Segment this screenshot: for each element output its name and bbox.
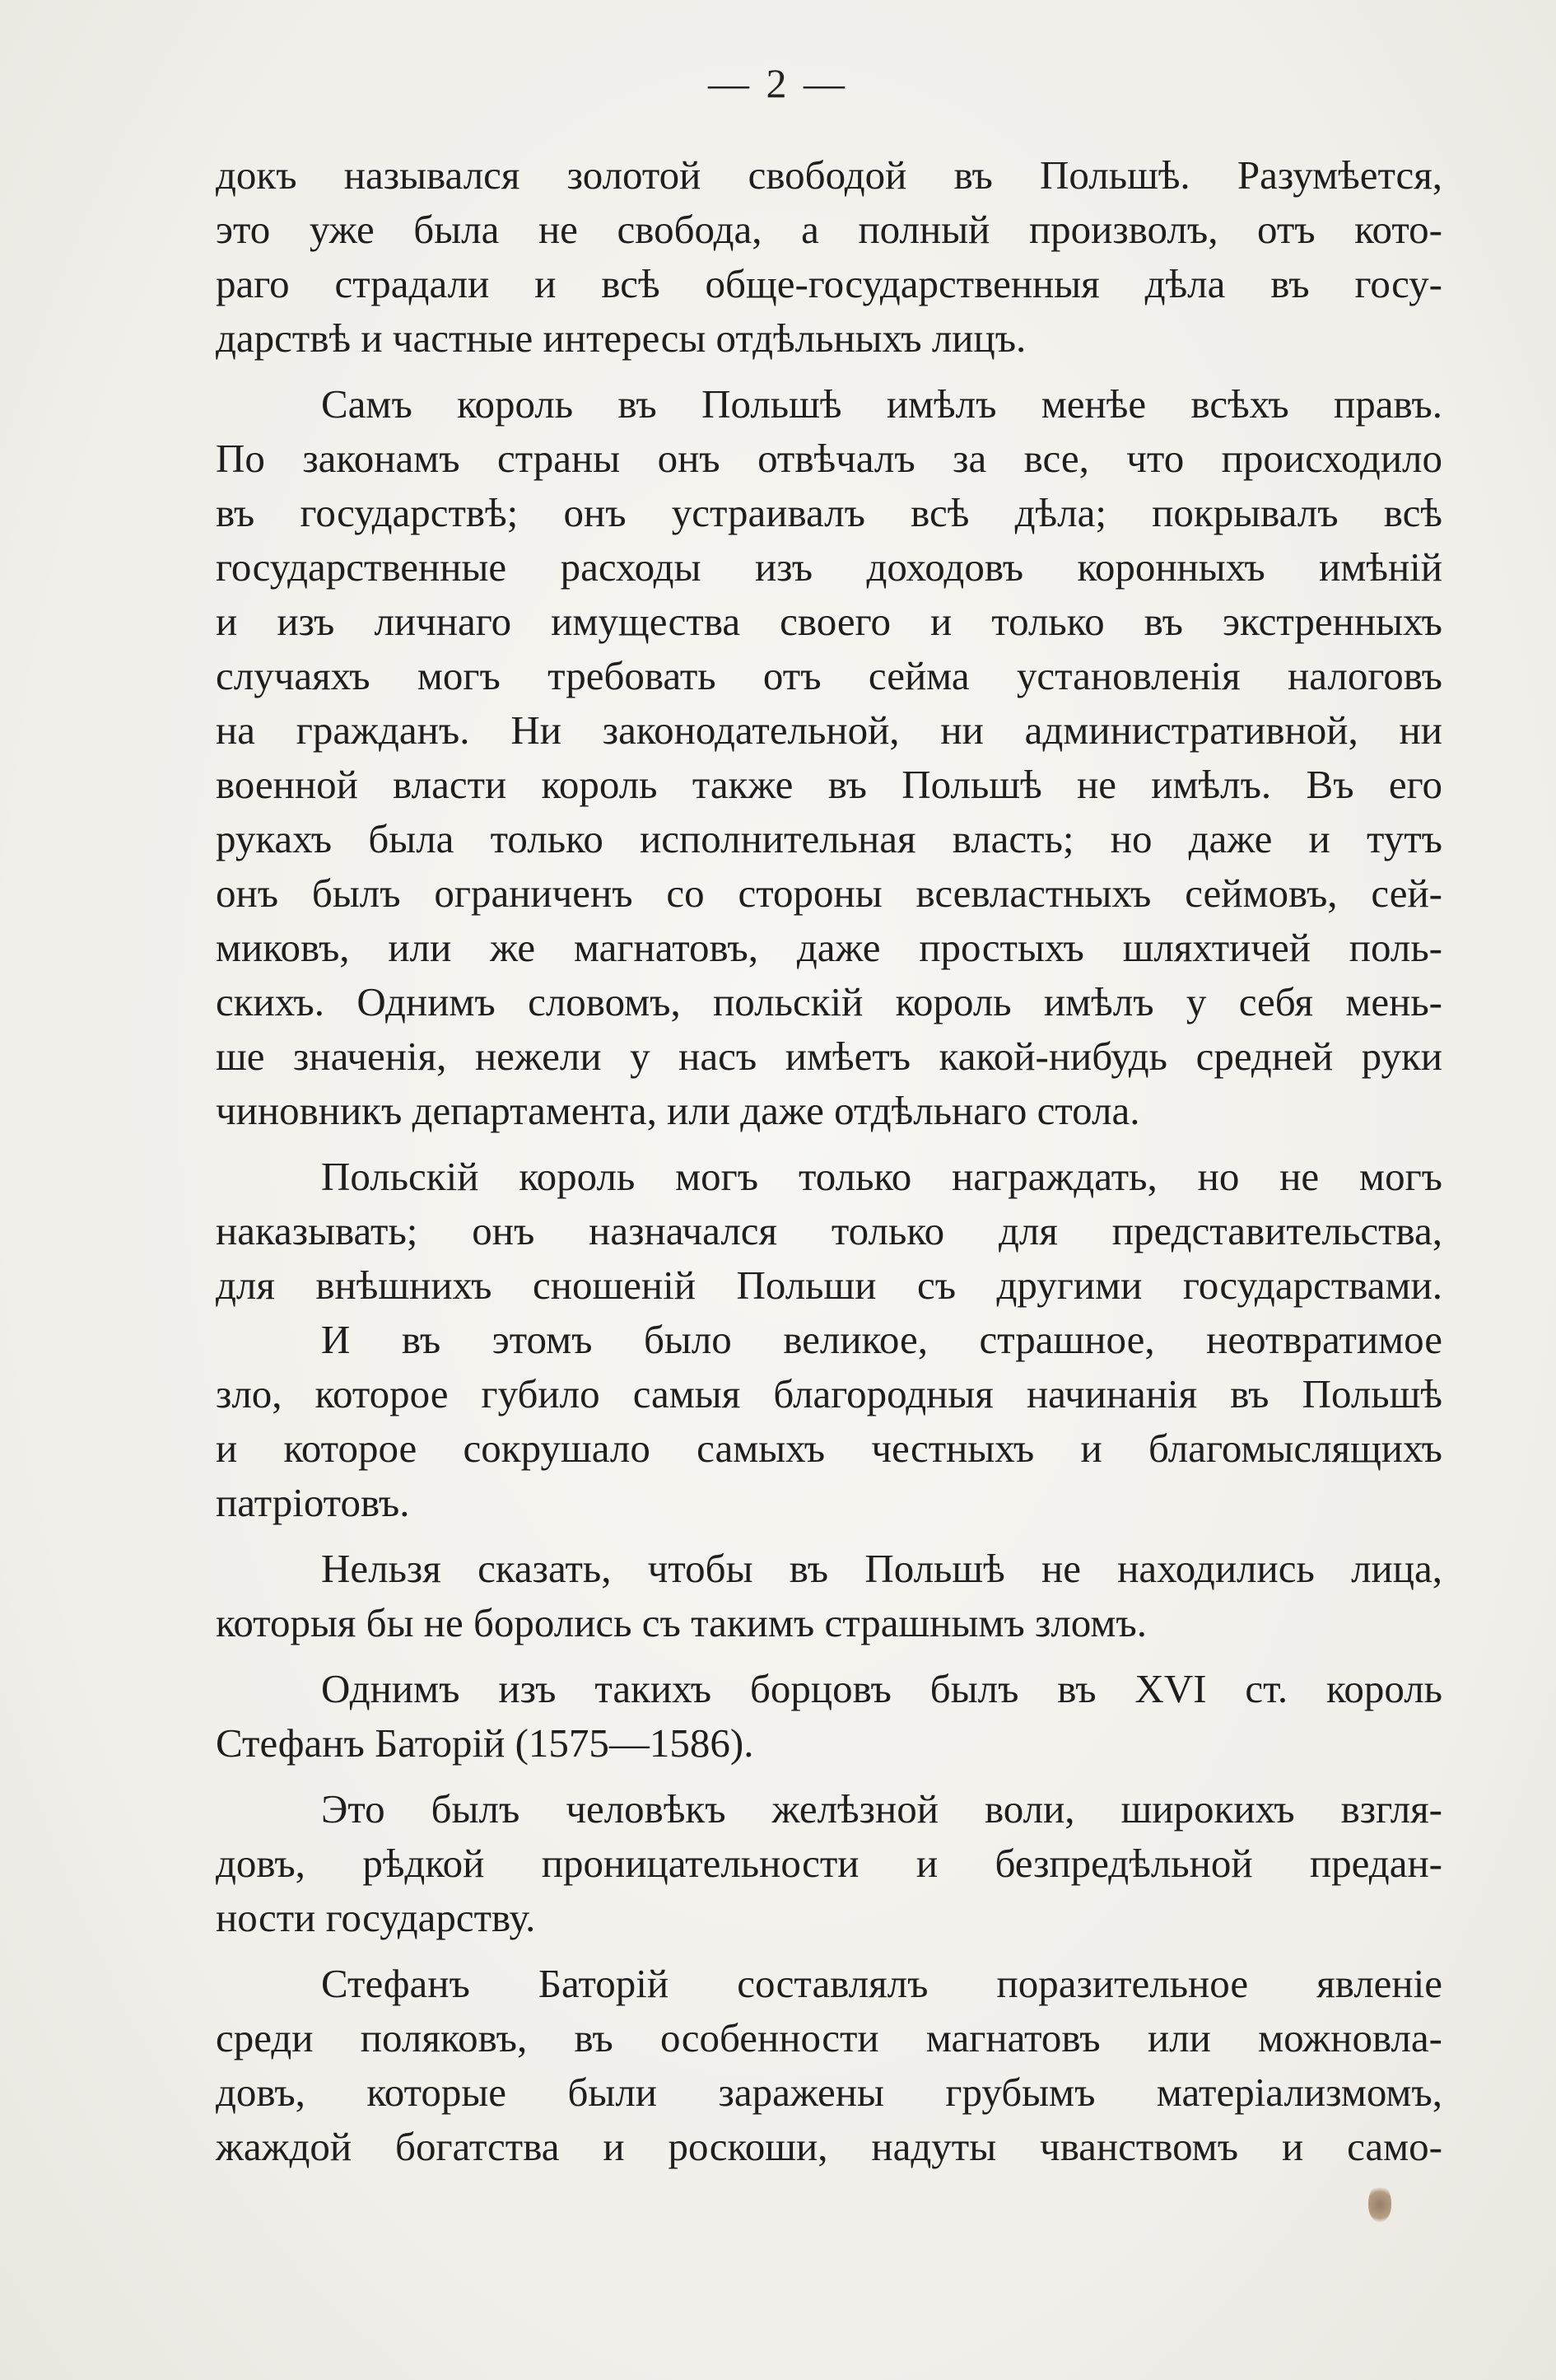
text-line: которыя бы не боролись съ такимъ страшнымъ зломъ. (216, 1600, 1147, 1645)
paragraph-8 (216, 1957, 1442, 2174)
text-line: рукахъ была только исполнительная власть; но даже и тутъ (216, 816, 1442, 861)
text-line: Самъ король въ Польшѣ имѣлъ менѣе всѣхъ правъ. (321, 381, 1442, 427)
body-text (216, 148, 1442, 2174)
paragraph-2 (216, 377, 1442, 1138)
text-line: чиновникъ департамента, или даже отдѣльнаго стола. (216, 1088, 1140, 1133)
text-line: Это былъ человѣкъ желѣзной воли, широкихъ взгля- (321, 1786, 1442, 1832)
text-line: дарствѣ и частные интересы отдѣльныхъ лицъ. (216, 315, 1027, 361)
text-line: наказывать; онъ назначался только для представительства, (216, 1208, 1442, 1253)
text-line: ности государству. (216, 1895, 536, 1940)
text-line: По законамъ страны онъ отвѣчалъ за все, что происходило (216, 436, 1442, 481)
text-line: это уже была не свобода, а полный произволъ, отъ кото- (216, 207, 1442, 252)
paragraph-4 (216, 1313, 1442, 1530)
text-line: военной власти король также въ Польшѣ не имѣлъ. Въ его (216, 762, 1442, 807)
text-line: Нельзя сказать, чтобы въ Польшѣ не находились лица, (321, 1546, 1442, 1591)
paragraph-5 (216, 1542, 1442, 1650)
text-line: и изъ личнаго имущества своего и только въ экстренныхъ (216, 599, 1442, 644)
text-line: онъ былъ ограниченъ со стороны всевластныхъ сеймовъ, сей- (216, 870, 1442, 916)
text-line: государственные расходы изъ доходовъ коронныхъ имѣній (216, 544, 1442, 590)
text-line: миковъ, или же магнатовъ, даже простыхъ шляхтичей поль- (216, 925, 1442, 970)
text-line: зло, которое губило самыя благородныя начинанія въ Польшѣ (216, 1371, 1442, 1416)
text-line: на гражданъ. Ни законодательной, ни административной, ни (216, 707, 1442, 753)
paragraph-7 (216, 1782, 1442, 1945)
text-line: скихъ. Однимъ словомъ, польскій король имѣлъ у себя мень- (216, 979, 1442, 1024)
paragraph-1 (216, 148, 1442, 366)
text-line: среди поляковъ, въ особенности магнатовъ или можновла- (216, 2015, 1442, 2060)
text-line: раго страдали и всѣ обще-государственныя дѣла въ госу- (216, 261, 1442, 306)
text-line: Стефанъ Баторій составлялъ поразительное явленіе (321, 1961, 1442, 2006)
text-line: и которое сокрушало самыхъ честныхъ и благомыслящихъ (216, 1426, 1442, 1471)
text-line: довъ, которые были заражены грубымъ матеріализмомъ, (216, 2070, 1442, 2115)
text-line: патріотовъ. (216, 1480, 410, 1525)
text-line: довъ, рѣдкой проницательности и безпредѣльной предан- (216, 1841, 1442, 1886)
text-line: жаждой богатства и роскоши, надуты чванствомъ и само- (216, 2124, 1442, 2169)
text-line: Польскій король могъ только награждать, но не могъ (321, 1154, 1442, 1199)
text-line: докъ назывался золотой свободой въ Польшѣ. Разумѣется, (216, 152, 1442, 198)
text-line: для внѣшнихъ сношеній Польши съ другими государствами. (216, 1262, 1442, 1308)
text-line: И въ этомъ было великое, страшное, неотвратимое (321, 1317, 1442, 1362)
text-line: Однимъ изъ такихъ борцовъ былъ въ XVI ст. король (321, 1666, 1442, 1711)
text-line: ше значенія, нежели у насъ имѣетъ какой-нибудь средней руки (216, 1034, 1442, 1079)
page-number: — 2 — (708, 60, 848, 106)
text-line: случаяхъ могъ требовать отъ сейма установленія налоговъ (216, 653, 1442, 698)
text-line: Стефанъ Баторій (1575—1586). (216, 1720, 754, 1766)
paragraph-3 (216, 1150, 1442, 1313)
ink-smudge-mark (1368, 2184, 1391, 2222)
text-line: въ государствѣ; онъ устраивалъ всѣ дѣла; покрывалъ всѣ (216, 490, 1442, 535)
paragraph-6 (216, 1662, 1442, 1771)
